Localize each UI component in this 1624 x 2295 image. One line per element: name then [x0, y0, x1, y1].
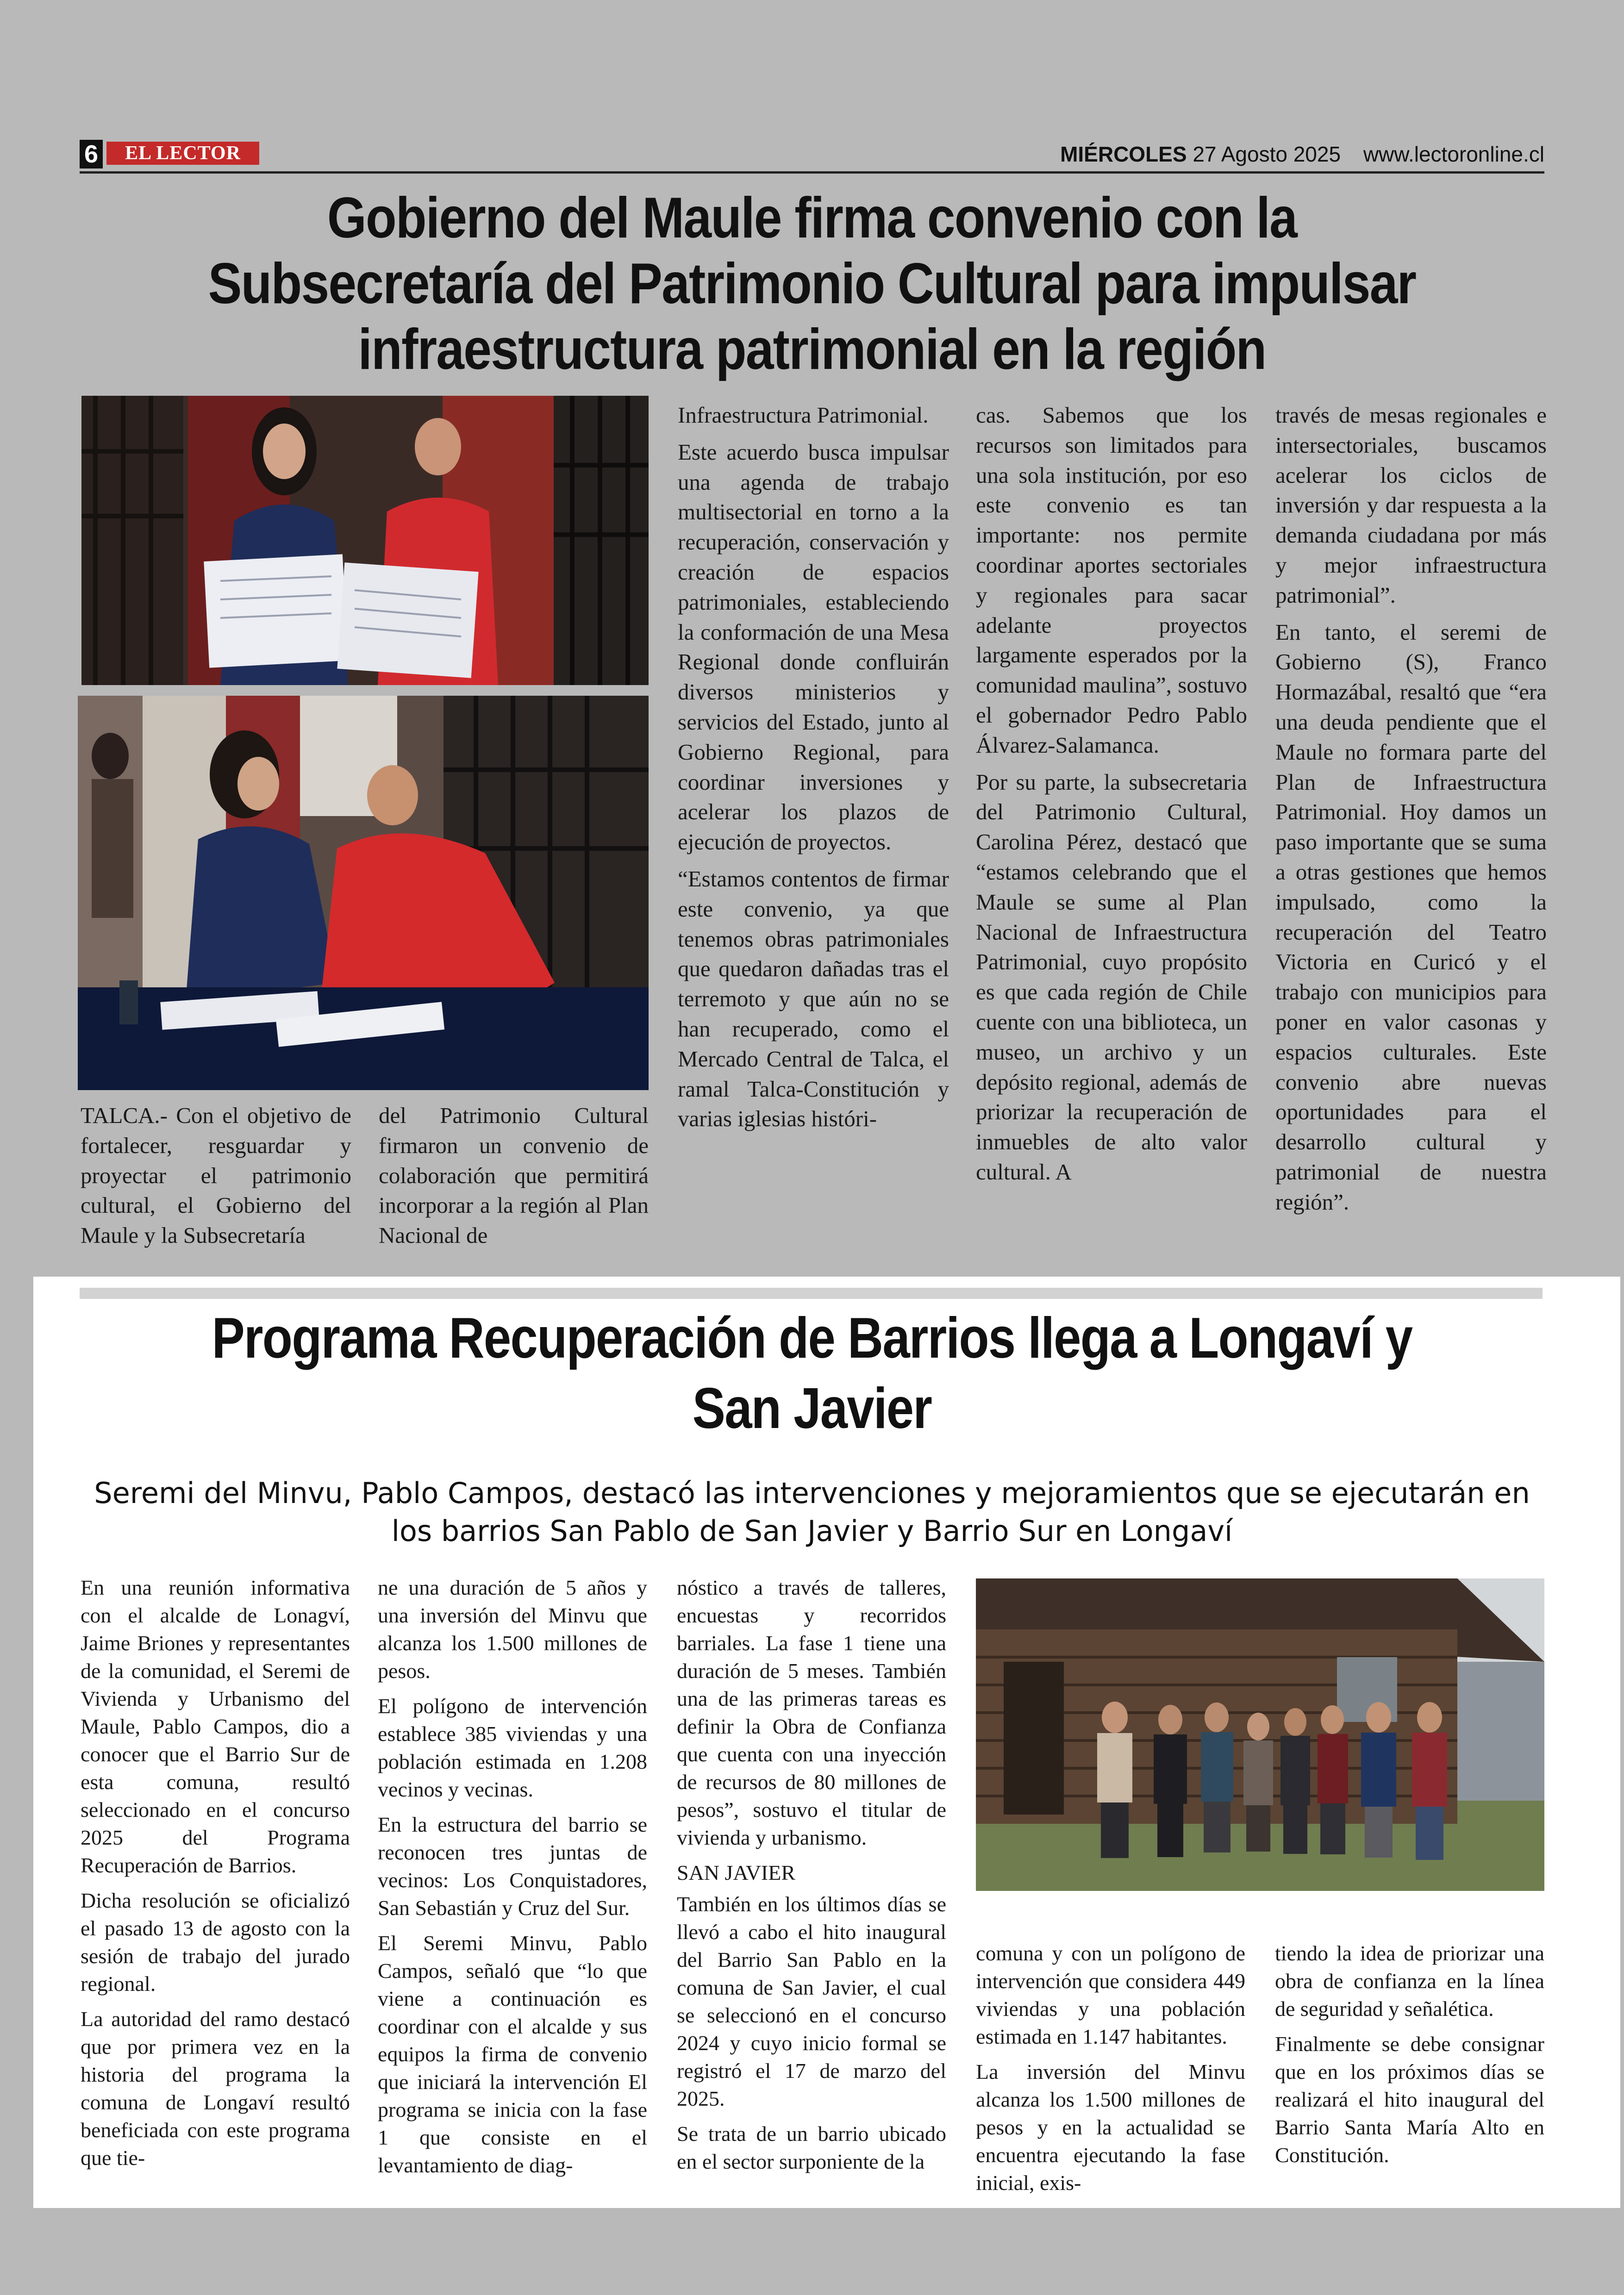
paragraph: La inversión del Minvu alcanza los 1.500 millones de pesos y en la actualidad se encuentra ejecutando la fase inicial, exis- [976, 2060, 1245, 2195]
article2-column-a [81, 1574, 350, 2189]
article1-column-b [379, 1101, 649, 1254]
article2-column-d [976, 1940, 1245, 2199]
paragraph: tiendo la idea de priorizar una obra de confianza en la línea de seguridad y señalética. [1275, 1941, 1544, 2021]
article1-column-e [1275, 400, 1547, 1257]
paragraph: través de mesas regionales e intersectoriales, buscamos acelerar los ciclos de inversión y dar respuesta a la demanda ciudadana por más y mejor infraestructura patrimonial”. [1275, 402, 1547, 608]
article2-column-c [677, 1574, 946, 2189]
paragraph: comuna y con un polígono de intervención que considera 449 viviendas y una población estimada en 1.147 habitantes. [976, 1941, 1245, 2048]
paragraph: “Estamos contentos de firmar este convenio, ya que tenemos obras patrimoniales que quedaron dañadas tras el terremoto y que aún no se han recuperado, como el Mercado Central de Talca, el ramal Talca-Constitución y varias iglesias históri- [678, 866, 949, 1132]
article2-column-b [378, 1574, 647, 2189]
paragraph: TALCA.- Con el objetivo de fortalecer, resguardar y proyectar el patrimonio cultural, el Gobierno del Maule y la Subsecretaría [81, 1103, 351, 1248]
weekday: MIÉRCOLES [1060, 142, 1187, 166]
paragraph: cas. Sabemos que los recursos son limitados para una sola institución, por eso este convenio es tan importante: nos permite coordinar aportes sectoriales y regionales para sacar adelante proyectos largamente esperados por la comunidad maulina”, sostuvo el gobernador Pedro Pablo Álvarez-Salamanca. [976, 402, 1247, 758]
paragraph: La autoridad del ramo destacó que por primera vez en la historia del programa la comuna de Longaví resultó beneficiada con este programa que tie- [81, 2007, 350, 2170]
article2-subheadline: Seremi del Minvu, Pablo Campos, destacó las intervenciones y mejoramientos que se ejecutarán en los barrios San Pablo de San Javier y Barrio Sur en Longaví [94, 1476, 1530, 1548]
photo-signing-convenio [81, 396, 649, 685]
paragraph: nóstico a través de talleres, encuestas y recorridos barriales. La fase 1 tiene una duración de 5 meses. También una de las primeras tareas es definir la Obra de Confianza que cuenta con una inyección de recursos de 80 millones de pesos”, sostuvo el titular de vivienda y urbanismo. [677, 1576, 946, 1849]
paragraph: del Patrimonio Cultural firmaron un convenio de colaboración que permitirá incorporar a la región al Plan Nacional de [379, 1103, 649, 1248]
issue-date [1060, 139, 1544, 169]
article2-headline: Programa Recuperación de Barrios llega a Longaví y San Javier [212, 1306, 1412, 1441]
site-url[interactable]: www.lectoronline.cl [1363, 142, 1544, 166]
article1-headline: Gobierno del Maule firma convenio con la Subsecretaría del Patrimonio Cultural para impulsar infraestructura patrimonial en la región [208, 186, 1416, 381]
paragraph: Finalmente se debe consignar que en los próximos días se realizará el hito inaugural del Barrio Santa María Alto en Constitución. [1275, 2032, 1544, 2167]
paragraph: Se trata de un barrio ubicado en el sector surponiente de la [677, 2122, 946, 2173]
paragraph: En una reunión informativa con el alcalde de Lonagví, Jaime Briones y representantes de la comunidad, el Seremi de Vivienda y Urbanismo del Maule, Pablo Campos, dio a conocer que el Barrio Sur de esta comuna, resultó seleccionado en el concurso 2025 del Programa Recuperación de Barrios. [81, 1576, 350, 1877]
page-header [80, 139, 1544, 174]
photo-group-barrio [976, 1578, 1544, 1891]
section-label-san-javier: SAN JAVIER [677, 1861, 796, 1884]
article1-column-d [976, 400, 1247, 1257]
article1-column-c [678, 400, 949, 1257]
paragraph: Este acuerdo busca impulsar una agenda de trabajo multisectorial en torno a la recuperación, conservación y creación de espacios patrimoniales, estableciendo la conformación de una Mesa Regional donde confluirán diversos ministerios y servicios del Estado, junto al Gobierno Regional, para coordinar inversiones y acelerar los plazos de ejecución de proyectos. [678, 439, 949, 855]
article1-column-a [81, 1101, 351, 1254]
newspaper-logo: EL LECTOR [106, 142, 259, 165]
paragraph: Infraestructura Patrimonial. [678, 402, 929, 428]
photo-signing-table [78, 696, 649, 1090]
paragraph: ne una duración de 5 años y una inversión del Minvu que alcanza los 1.500 millones de pesos. [378, 1576, 647, 1683]
paragraph: El Seremi Minvu, Pablo Campos, señaló que “lo que viene a continuación es coordinar con el alcalde y sus equipos la firma de convenio que iniciará la intervención El programa se inicia con la fase 1 que consiste en el levantamiento de diag- [378, 1931, 647, 2177]
paragraph: El polígono de intervención establece 385 viviendas y una población estimada en 1.208 vecinos y vecinas. [378, 1694, 647, 1801]
paragraph: En tanto, el seremi de Gobierno (S), Franco Hormazábal, resaltó que “era una deuda pendiente que el Maule no formara parte del Plan de Infraestructura Patrimonial. Hoy damos un paso importante que se suma a otras gestiones que hemos impulsado, como la recuperación del Teatro Victoria en Curicó y el trabajo con municipios para poner en valor casonas y espacios culturales. Este convenio abre nuevas oportunidades para el desarrollo cultural y patrimonial de nuestra región”. [1275, 619, 1547, 1215]
paragraph: Por su parte, la subsecretaria del Patrimonio Cultural, Carolina Pérez, destacó que “estamos celebrando que el Maule se sume al Plan Nacional de Infraestructura Patrimonial, cuyo propósito es que cada región de Chile cuente con una biblioteca, un museo, un archivo y un depósito regional, además de priorizar la recuperación de inmuebles de alto valor cultural. A [976, 769, 1247, 1185]
article2-column-e [1275, 1940, 1544, 2199]
paragraph: En la estructura del barrio se reconocen tres juntas de vecinos: Los Conquistadores, San Sebastián y Cruz del Sur. [378, 1813, 647, 1920]
paragraph: Dicha resolución se oficializó el pasado 13 de agosto con la sesión de trabajo del jurado regional. [81, 1889, 350, 1996]
paragraph: También en los últimos días se llevó a cabo el hito inaugural del Barrio San Pablo en la comuna de San Javier, el cual se seleccionó en el concurso 2024 y cuyo inicio formal se registró el 17 de marzo del 2025. [677, 1892, 946, 2110]
section-divider [80, 1288, 1543, 1299]
page-number: 6 [80, 140, 103, 168]
date: 27 Agosto 2025 [1193, 142, 1341, 166]
